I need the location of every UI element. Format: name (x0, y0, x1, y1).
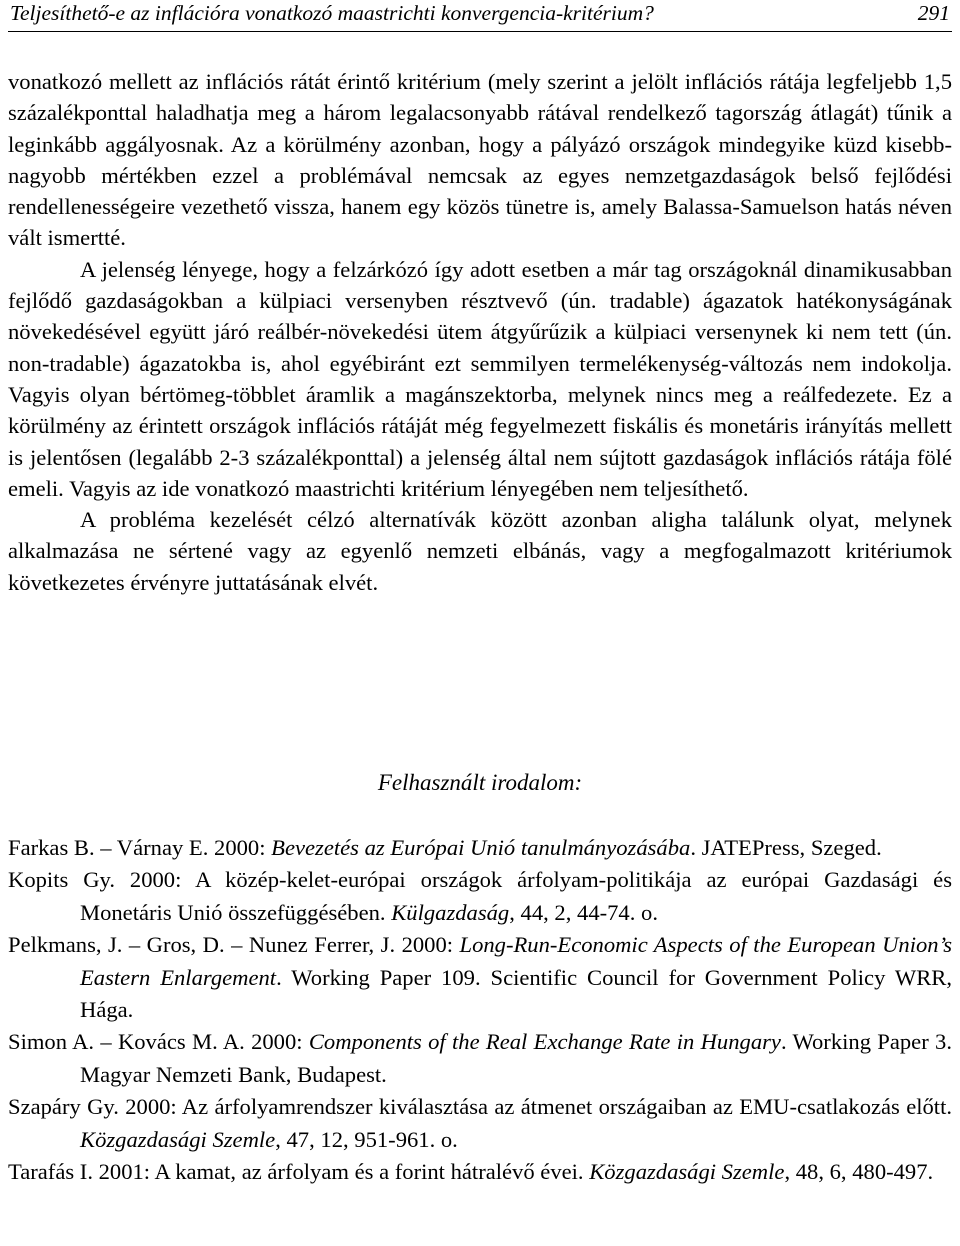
reference-title: Components of the Real Exchange Rate in Hungary (308, 1029, 781, 1055)
running-header-title: Teljesíthető-e az inflációra vonatkozó maastrichti konvergencia-kritérium? (10, 1, 654, 25)
reference-item (8, 832, 952, 864)
reference-authors: Szapáry Gy. 2000: Az árfolyamrendszer kiválasztása az átmenet országaiban az EMU-csatlakozás előtt. (8, 1094, 952, 1120)
reference-details: , 47, 12, 951-961. o. (275, 1126, 458, 1152)
references-list (8, 832, 952, 1188)
reference-item (8, 1026, 952, 1091)
reference-authors: Tarafás I. 2001: A kamat, az árfolyam és a forint hátralévő évei. (8, 1159, 590, 1185)
reference-details: . Working Paper 109. Scientific Council for Government Policy WRR, Hága. (80, 964, 952, 1023)
reference-item (8, 864, 952, 929)
page-number: 291 (917, 1, 950, 25)
paragraph: A jelenség lényege, hogy a felzárkózó így adott esetben a már tag országoknál dinamikusabban fejlődő gazdaságokban a külpiaci versenyben résztvevő (ún. tradable) ágazatok hatékonyságának növekedésével együtt járó reálbér-növekedési ütem átgyűrűzik a külpiaci versenynek ki nem tett (ún. non-tradable) ágazatokba is, ahol egyébiránt ezt semmilyen termelékenység-változás nem indokolja. Vagyis olyan bértömeg-többlet áramlik a magánszektorba, melynek nincs meg a reálfedezete. Ez a körülmény az érintett országok inflációs rátáját még fegyelmezett fiskális és monetáris irányítás mellett is jelentősen (legalább 2-3 százalékponttal) a jelenség által nem sújtott gazdaságok inflációs rátája fölé emeli. Vagyis az ide vonatkozó maastrichti kritérium lényegében nem teljesíthető. (8, 256, 952, 501)
reference-details: , 44, 2, 44-74. o. (509, 899, 658, 925)
references-heading: Felhasznált irodalom: (377, 770, 583, 795)
reference-title: Bevezetés az Európai Unió tanulmányozásába (271, 835, 691, 860)
reference-details: . Working Paper 3. Magyar Nemzeti Bank, Budapest. (80, 1029, 952, 1087)
reference-authors: Simon A. – Kovács M. A. 2000: (8, 1029, 309, 1055)
body-text (8, 66, 952, 598)
reference-title: Közgazdasági Szemle (80, 1126, 276, 1152)
paragraph: A probléma kezelését célzó alternatívák között azonban aligha találunk olyat, melynek alkalmazása ne sértené vagy az egyenlő nemzeti elbánás, vagy a megfogalmazott kritériumok következetes érvényre juttatásának elvét. (8, 507, 952, 595)
reference-title: Long-Run-Economic Aspects of the European Union’s Eastern Enlargement (80, 932, 952, 990)
header-rule (8, 31, 952, 32)
reference-details: , 48, 6, 480-497. (784, 1159, 934, 1185)
reference-authors: Pelkmans, J. – Gros, D. – Nunez Ferrer, J. 2000: (8, 932, 460, 958)
reference-authors: Kopits Gy. 2000: A közép-kelet-európai országok árfolyam-politikája az európai Gazdasági és Monetáris Unió összefüggésében. (8, 867, 952, 925)
document-page (8, 0, 952, 1185)
reference-details: . JATEPress, Szeged. (690, 835, 882, 860)
reference-item (8, 929, 952, 1026)
reference-item (8, 1091, 952, 1156)
reference-title: Közgazdasági Szemle (589, 1159, 785, 1185)
reference-title: Külgazdaság (391, 899, 510, 925)
running-header (8, 0, 952, 38)
paragraph: vonatkozó mellett az inflációs rátát érintő kritérium (mely szerint a jelölt inflációs rátája legfeljebb 1,5 százalékponttal haladhatja meg a három legalacsonyabb rátával rendelkező tagország átlagát) tűnik a leginkább aggályosnak. Az a körülmény azonban, hogy a pályázó országok mindegyike küzd kisebb-nagyobb mértékben ezzel a problémával nemcsak az egyes nemzetgazdaságok belső fejlődési rendellenességeire vezethető vissza, hanem egy közös tünetre is, amely Balassa-Samuelson hatás néven vált ismertté. (8, 69, 952, 251)
reference-authors: Farkas B. – Várnay E. 2000: (8, 835, 272, 860)
reference-item (8, 1156, 952, 1188)
